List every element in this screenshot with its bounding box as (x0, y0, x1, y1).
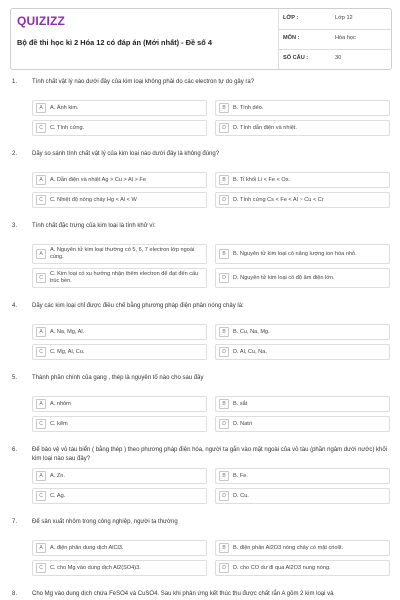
answer-option[interactable] (32, 120, 207, 136)
answer-option[interactable] (215, 324, 390, 340)
question-text: Dãy so sánh tính chất vật lý của kim loại nào dưới đây là không đúng? (32, 151, 220, 157)
option-letter: B (219, 471, 229, 481)
option-letter: D (219, 347, 229, 357)
option-text: B. Tính dẻo. (233, 104, 264, 111)
question-number: 5. (12, 375, 18, 381)
question-block (10, 442, 390, 504)
question-block (10, 298, 390, 360)
question-text: Để sản xuất nhôm trong công nghiệp, người ta thường (32, 519, 178, 525)
option-text: C. cho Mg vào dung dịch Al2(SO4)3. (50, 564, 141, 571)
option-letter: C (36, 123, 46, 133)
option-letter: B (219, 249, 229, 259)
option-letter: D (219, 195, 229, 205)
answer-option[interactable] (32, 416, 207, 432)
question-text: Thành phần chính của gang , thép là nguyên tố nào cho sau đây (32, 375, 204, 381)
answer-option[interactable] (215, 268, 390, 288)
answer-option[interactable] (215, 540, 390, 556)
question-number: 4. (12, 303, 18, 309)
option-text: A. nhôm (50, 400, 71, 407)
answer-option[interactable] (32, 244, 207, 264)
option-letter: B (219, 399, 229, 409)
answer-option[interactable] (215, 560, 390, 576)
option-text: D. Al, Cu, Na. (233, 348, 267, 355)
option-letter: D (219, 491, 229, 501)
option-text: A. Zn. (50, 472, 65, 479)
quizizz-logo: QUIZIZZ (17, 14, 66, 28)
meta-value: Hóa học (335, 35, 356, 41)
option-letter: D (219, 123, 229, 133)
option-text: B. Nguyên tử kim loại có năng lượng ion hóa nhỏ. (233, 250, 357, 257)
option-letter: C (36, 195, 46, 205)
question-block (10, 74, 390, 136)
question-text: Để bảo vệ vỏ tàu biển ( bằng thép ) theo phương pháp điện hóa, người ta gắn vào mặt ngoài của vỏ tàu (phần ngâm dưới nước) khối kim loại nào sau đây? (32, 447, 388, 462)
question-stem (10, 586, 390, 600)
option-text: A. Na, Mg, Al. (50, 328, 85, 335)
question-stem (10, 74, 390, 100)
meta-value: Lớp 12 (335, 15, 353, 21)
answer-option[interactable] (215, 468, 390, 484)
option-letter: A (36, 103, 46, 113)
meta-row-count (279, 49, 391, 69)
question-block (10, 218, 390, 288)
option-letter: A (36, 175, 46, 185)
option-text: D. Tính cứng Cs < Fe < Al ~ Cu < Cr (233, 196, 324, 203)
answer-option[interactable] (215, 416, 390, 432)
meta-label: LỚP : (283, 15, 299, 21)
answer-option[interactable] (32, 172, 207, 188)
answer-option[interactable] (215, 488, 390, 504)
answer-option[interactable] (32, 192, 207, 208)
question-text: Tính chất vật lý nào dưới đây của kim loại không phải do các electron tự do gây ra? (32, 79, 255, 85)
answer-option[interactable] (215, 244, 390, 264)
question-number: 6. (12, 447, 18, 453)
answer-options (10, 172, 390, 208)
question-number: 1. (12, 79, 18, 85)
answer-option[interactable] (32, 560, 207, 576)
answer-option[interactable] (215, 172, 390, 188)
option-letter: C (36, 491, 46, 501)
answer-option[interactable] (215, 100, 390, 116)
option-letter: D (219, 419, 229, 429)
answer-option[interactable] (215, 344, 390, 360)
option-text: A. điện phân dung dịch AlCl3. (50, 544, 124, 551)
answer-option[interactable] (32, 540, 207, 556)
question-stem (10, 146, 390, 172)
answer-options (10, 540, 390, 576)
meta-row-class (279, 9, 391, 30)
option-letter: A (36, 543, 46, 553)
option-letter: B (219, 103, 229, 113)
option-letter: C (36, 347, 46, 357)
option-text: C. Tính cứng. (50, 124, 85, 131)
option-letter: A (36, 327, 46, 337)
option-text: D. Tính dẫn điện và nhiệt. (233, 124, 297, 131)
answer-option[interactable] (32, 488, 207, 504)
question-stem (10, 514, 390, 540)
question-list (10, 74, 390, 600)
question-stem (10, 218, 390, 244)
answer-options (10, 468, 390, 504)
answer-option[interactable] (32, 100, 207, 116)
option-letter: A (36, 399, 46, 409)
option-text: D. cho CO dư đi qua Al2O3 nung nóng. (233, 564, 331, 571)
answer-option[interactable] (215, 396, 390, 412)
option-letter: C (36, 419, 46, 429)
question-text: Dãy các kim loại chỉ được điều chế bằng phương pháp điện phân nóng chảy là: (32, 303, 244, 309)
question-stem (10, 370, 390, 396)
meta-label: SỐ CÂU : (283, 55, 309, 61)
meta-value: 30 (335, 55, 342, 61)
answer-options (10, 324, 390, 360)
option-text: C. Nhiệt độ nóng chảy Hg < Al < W (50, 196, 137, 203)
question-text: Cho Mg vào dung dịch chứa FeSO4 và CuSO4. Sau khi phản ứng kết thúc thu được chất rắn A gồm 2 kim loại và (32, 591, 334, 597)
option-text: B. Fe. (233, 472, 248, 479)
meta-label: MÔN : (283, 35, 300, 41)
answer-option[interactable] (32, 324, 207, 340)
question-block (10, 514, 390, 576)
meta-table (278, 9, 391, 69)
option-letter: D (219, 563, 229, 573)
option-letter: C (36, 563, 46, 573)
answer-options (10, 244, 390, 288)
option-letter: A (36, 249, 46, 259)
option-text: B. điện phân Al2O3 nóng chảy có mặt criolit. (233, 544, 344, 551)
option-text: B. Cu, Na, Mg. (233, 328, 270, 335)
question-number: 3. (12, 223, 18, 229)
option-letter: B (219, 327, 229, 337)
option-letter: B (219, 543, 229, 553)
question-number: 2. (12, 151, 18, 157)
question-text: Tính chất đặc trưng của kim loại là tính khử vì: (32, 223, 156, 229)
question-stem (10, 442, 390, 468)
option-text: D. Cu. (233, 492, 249, 499)
option-letter: C (36, 273, 46, 283)
option-text: C. Kim loại có xu hướng nhận thêm electron để đạt đến cấu trúc bền. (50, 271, 199, 284)
option-letter: A (36, 471, 46, 481)
answer-option[interactable] (215, 120, 390, 136)
option-text: B. Tỉ khối Li < Fe < Os. (233, 176, 291, 183)
option-text: A. Ánh kim. (50, 104, 79, 111)
option-text: C. kẽm (50, 420, 68, 427)
meta-row-subject (279, 29, 391, 50)
question-block (10, 370, 390, 432)
option-text: A. Dẫn điện và nhiệt Ag > Cu > Al > Fe (50, 176, 146, 183)
answer-option[interactable] (32, 268, 207, 288)
option-text: C. Mg, Al, Cu. (50, 348, 85, 355)
question-number: 7. (12, 519, 18, 525)
answer-option[interactable] (32, 344, 207, 360)
document-title: Bộ đề thi học kì 2 Hóa 12 có đáp án (Mới nhất) - Đề số 4 (17, 38, 212, 47)
option-text: C. Ag. (50, 492, 66, 499)
answer-options (10, 396, 390, 432)
question-block (10, 146, 390, 208)
option-text: D. Nguyên tử kim loại có độ âm điện lớn. (233, 274, 335, 281)
answer-option[interactable] (32, 468, 207, 484)
option-text: D. Natri (233, 420, 252, 427)
answer-options (10, 100, 390, 136)
option-text: A. Nguyên tử kim loại thường có 5, 6, 7 electron lớp ngoài cùng. (50, 247, 195, 260)
question-number: 8. (12, 591, 18, 597)
question-stem (10, 298, 390, 324)
option-text: B. sắt (233, 400, 248, 407)
worksheet-header (10, 8, 392, 70)
option-letter: B (219, 175, 229, 185)
answer-option[interactable] (215, 192, 390, 208)
question-block (10, 586, 390, 600)
answer-option[interactable] (32, 396, 207, 412)
option-letter: D (219, 273, 229, 283)
